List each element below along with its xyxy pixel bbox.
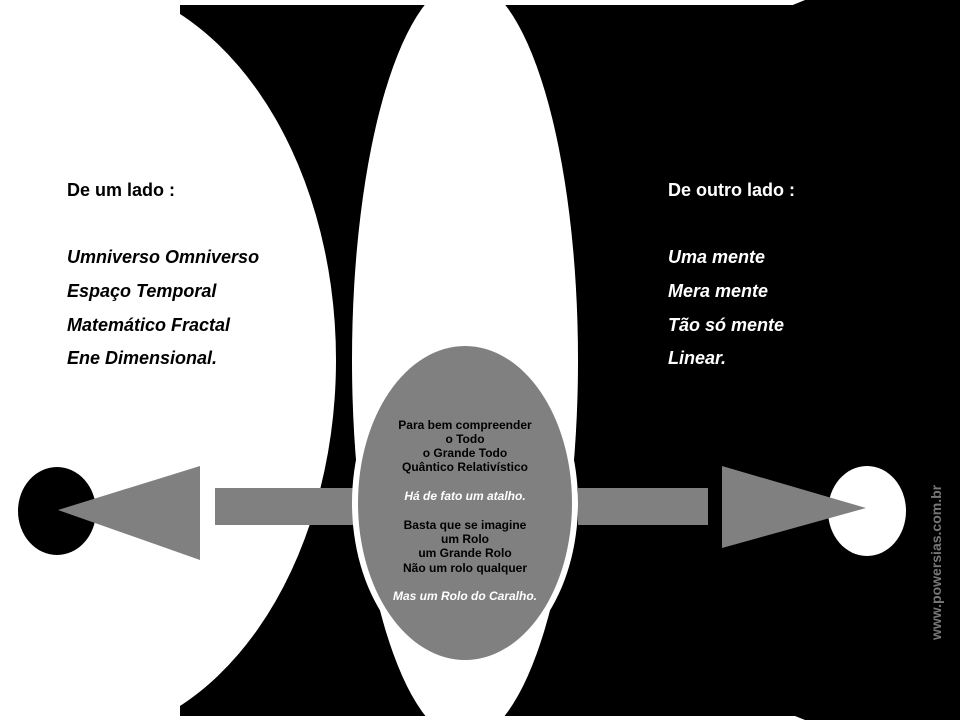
center-line-3: o Grande Todo: [422, 446, 508, 460]
center-italic-1: Há de fato um atalho.: [404, 489, 526, 503]
right-line-2: Mera mente: [668, 281, 769, 301]
vertical-title: O MENTECAPTO: [926, 81, 946, 238]
left-line-1: Umniverso Omniverso: [67, 247, 260, 267]
center-line-8: Não um rolo qualquer: [402, 561, 527, 575]
center-line-7: um Grande Rolo: [418, 546, 512, 560]
left-line-2: Espaço Temporal: [67, 281, 217, 301]
right-line-3: Tão só mente: [668, 315, 785, 335]
author-first: Naial: [925, 676, 947, 686]
left-line-4: Ene Dimensional.: [67, 348, 218, 368]
right-arrow-shaft: [578, 488, 708, 525]
center-line-5: Basta que se imagine: [403, 518, 527, 532]
left-arrow-shaft: [215, 488, 365, 525]
center-line-6: um Rolo: [441, 532, 489, 546]
author-signature: [914, 676, 958, 698]
center-oval: [358, 346, 572, 660]
author-last: Uttega: [921, 687, 950, 697]
center-italic-2: Mas um Rolo do Caralho.: [392, 589, 537, 603]
left-line-3: Matemático Fractal: [67, 315, 231, 335]
right-heading: De outro lado :: [668, 180, 795, 200]
website-link[interactable]: www.powersias.com.br: [928, 484, 944, 640]
center-line-1: Para bem compreender: [398, 418, 532, 432]
center-line-4: Quântico Relativístico: [401, 460, 529, 474]
right-line-1: Uma mente: [668, 247, 766, 267]
left-heading: De um lado :: [67, 180, 176, 200]
center-line-2: o Todo: [445, 432, 485, 446]
right-line-4: Linear.: [668, 348, 727, 368]
